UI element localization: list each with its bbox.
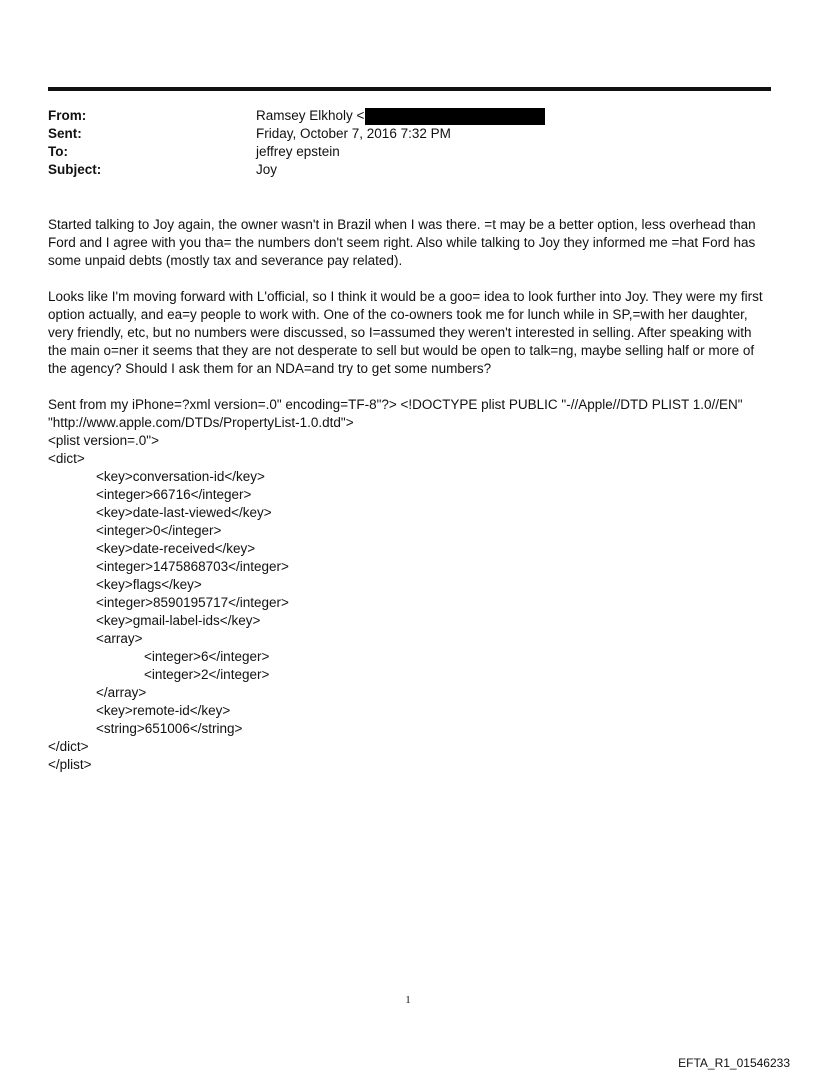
plist-block: [48, 396, 771, 774]
plist-line: <integer>66716</integer>: [96, 487, 252, 502]
signature-line: Sent from my iPhone=?xml version=.0" encoding=TF-8"?> <!DOCTYPE plist PUBLIC "-//Apple//DTD PLIST 1.0//EN": [48, 397, 743, 412]
plist-line: <key>conversation-id</key>: [96, 469, 265, 484]
plist-line: </dict>: [48, 739, 89, 754]
to-value: jeffrey epstein: [256, 144, 340, 159]
to-label: To:: [48, 144, 68, 159]
body-paragraph-1: Started talking to Joy again, the owner wasn't in Brazil when I was there. =t may be a better option, less overhead than Ford and I agree with you tha= the numbers don't seem right. Also while talking to Joy they informed me =hat Ford has some unpaid debts (mostly tax and severance pay related).: [48, 217, 756, 268]
from-value: [256, 107, 545, 125]
subject-value: Joy: [256, 162, 278, 177]
plist-line: <key>date-last-viewed</key>: [96, 505, 272, 520]
plist-line: <key>remote-id</key>: [96, 703, 231, 718]
plist-line: <integer>1475868703</integer>: [96, 559, 289, 574]
from-label: From:: [48, 108, 87, 123]
plist-line: <string>651006</string>: [96, 721, 243, 736]
sent-label: Sent:: [48, 126, 82, 141]
plist-line: </array>: [96, 685, 147, 700]
plist-line: <integer>0</integer>: [96, 523, 222, 538]
email-body: [48, 216, 771, 774]
sent-row: [48, 125, 771, 143]
plist-line: <integer>6</integer>: [144, 649, 270, 664]
sent-value: Friday, October 7, 2016 7:32 PM: [256, 126, 451, 141]
subject-label: Subject:: [48, 162, 102, 177]
to-row: [48, 143, 771, 161]
page-number: 1: [405, 994, 411, 1006]
dtd-url-line: "http://www.apple.com/DTDs/PropertyList-1.0.dtd">: [48, 415, 354, 430]
subject-row: [48, 161, 771, 179]
body-paragraph-2: Looks like I'm moving forward with L'official, so I think it would be a goo= idea to look further into Joy. They were my first option actually, and ea=y people to work with. One of the co-owners took me for lunch while in SP,=with her daughter, very friendly, etc, but no numbers were discussed, so I=assumed they weren't interested in selling. After speaking with the main o=ner it seems that they are not desperate to sell but would be open to talk=ng, maybe selling half or more of the agency? Should I ask them for an NDA=and try to get some numbers?: [48, 289, 763, 376]
document-id: EFTA_R1_01546233: [678, 1056, 790, 1070]
plist-line: <key>gmail-label-ids</key>: [96, 613, 261, 628]
plist-line: <array>: [96, 631, 143, 646]
email-header: [48, 107, 771, 179]
header-divider: [48, 87, 771, 91]
plist-line: <dict>: [48, 451, 85, 466]
from-row: [48, 107, 771, 125]
plist-line: <key>flags</key>: [96, 577, 202, 592]
plist-line: <integer>2</integer>: [144, 667, 270, 682]
plist-line: <integer>8590195717</integer>: [96, 595, 289, 610]
plist-line: <plist version=.0">: [48, 433, 159, 448]
plist-line: </plist>: [48, 757, 92, 772]
sender-name: Ramsey Elkholy <: [256, 108, 365, 123]
plist-line: <key>date-received</key>: [96, 541, 256, 556]
redaction-box: [365, 108, 545, 125]
